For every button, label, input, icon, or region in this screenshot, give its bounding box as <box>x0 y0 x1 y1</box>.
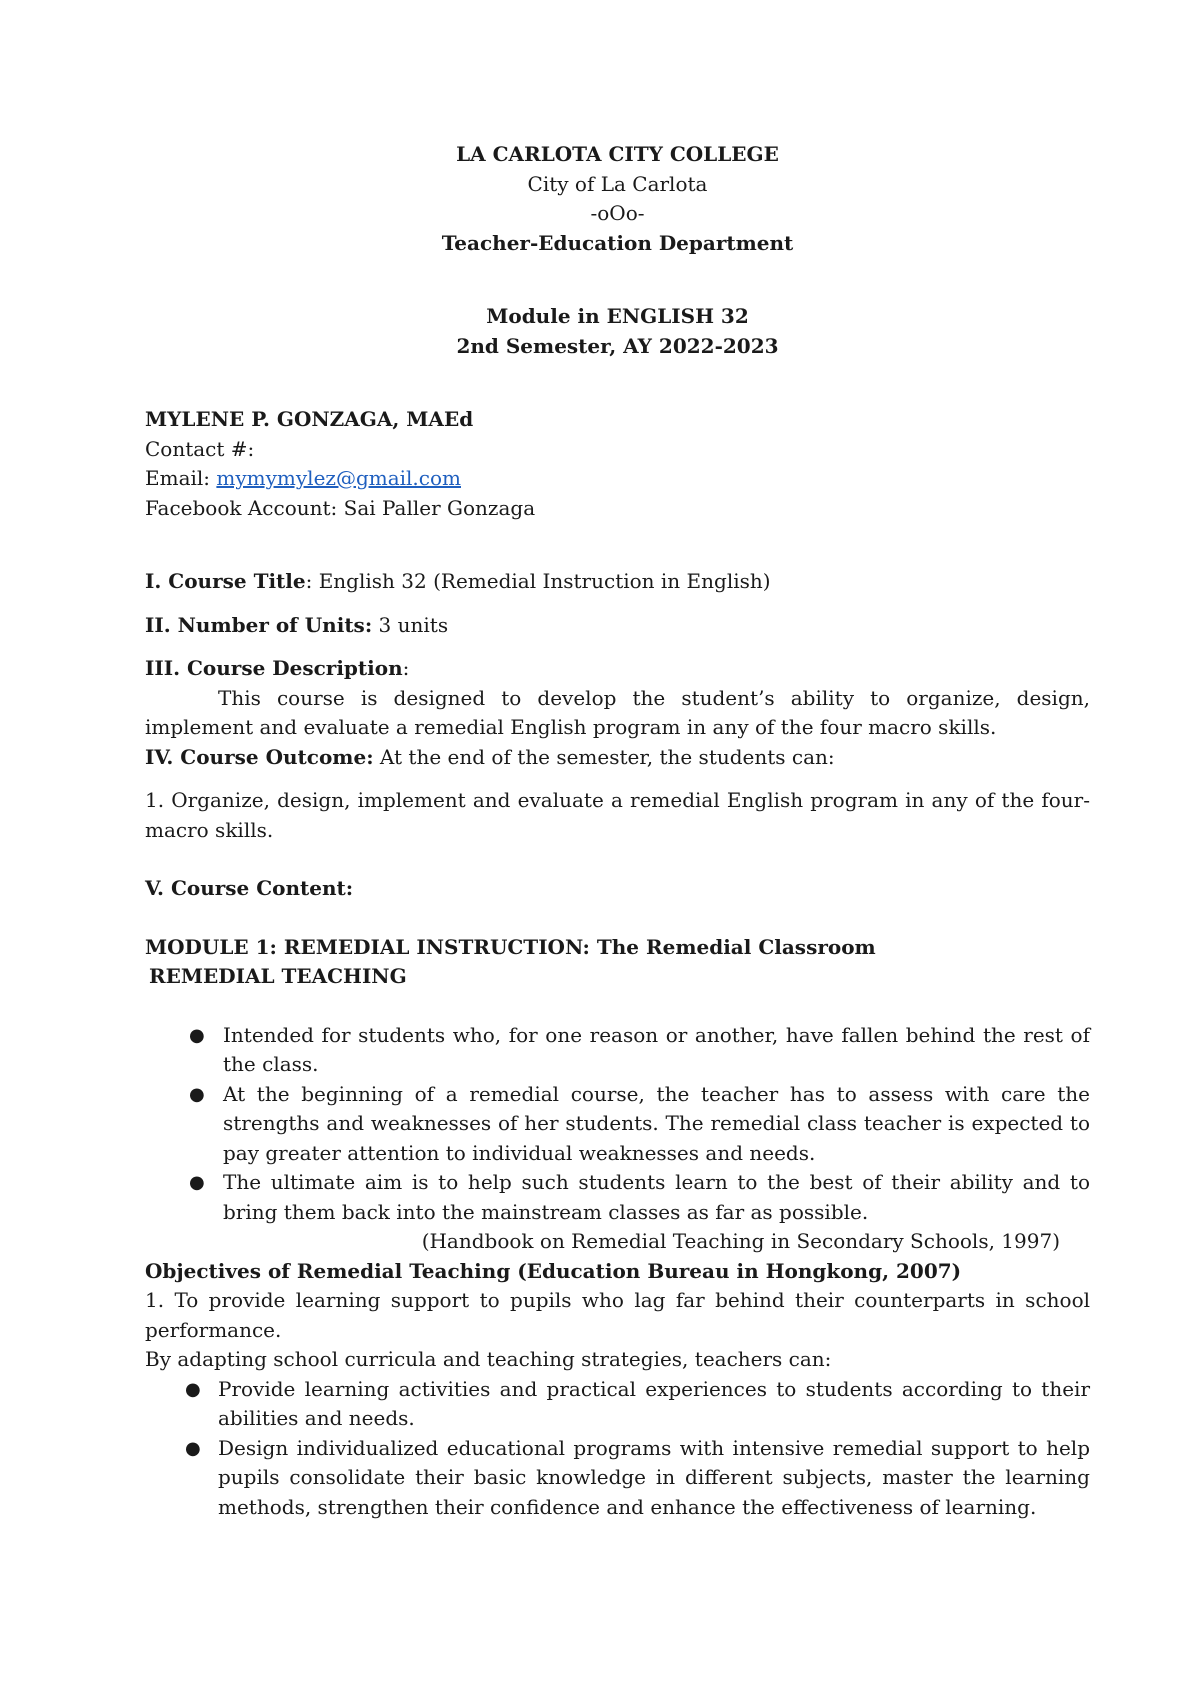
course-title-line <box>145 567 1090 597</box>
list-item: ● Design individualized educational programs with intensive remedial support to help pupils consolidate their basic knowledge in different subjects, master the learning methods, strengthen their confidence and enhance the effectiveness of learning. <box>185 1435 1090 1519</box>
module-title: Module in ENGLISH 32 <box>486 304 749 328</box>
instructor-email-line <box>145 464 1090 494</box>
email-link[interactable]: mymymylez@gmail.com <box>216 466 461 490</box>
bullet-icon: ● <box>189 1024 205 1046</box>
course-units-line <box>145 611 1090 641</box>
college-name: LA CARLOTA CITY COLLEGE <box>456 142 779 166</box>
department-name: Teacher-Education Department <box>441 230 794 255</box>
course-description-label: III. Course Description <box>145 656 403 680</box>
adapting-list <box>145 1375 1090 1523</box>
course-outcome-label: IV. Course Outcome: <box>145 744 374 769</box>
instructor-contact: Contact #: <box>145 436 255 461</box>
course-description-colon: : <box>402 656 410 680</box>
course-description-text: This course is designed to develop the student’s ability to organize, design, implement and evaluate a remedial English program in any of the four macro skills. <box>145 685 1090 739</box>
instructor-name: MYLENE P. GONZAGA, MAEd <box>145 407 474 431</box>
course-content-heading: V. Course Content: <box>145 876 354 900</box>
course-description-heading <box>145 654 1090 684</box>
bullet-icon: ● <box>185 1378 201 1400</box>
list-item: ● Provide learning activities and practical experiences to students according to their abilities and needs. <box>185 1376 1090 1430</box>
ornament: -oOo- <box>590 201 645 225</box>
bullet-icon: ● <box>189 1172 205 1193</box>
email-label: Email: <box>145 466 217 490</box>
module-1-subtitle: REMEDIAL TEACHING <box>149 964 407 988</box>
citation: (Handbook on Remedial Teaching in Secondary Schools, 1997) <box>421 1229 1060 1253</box>
instructor-facebook: Facebook Account: Sai Paller Gonzaga <box>145 495 536 520</box>
college-city: City of La Carlota <box>527 171 708 196</box>
adapting-intro: By adapting school curricula and teaching strategies, teachers can: <box>145 1347 832 1371</box>
course-units-value: 3 units <box>372 612 449 637</box>
course-title-value: : English 32 (Remedial Instruction in English) <box>305 569 771 593</box>
course-outcome-line <box>145 743 1090 773</box>
document-page <box>145 140 1090 1522</box>
course-outcome-item: 1. Organize, design, implement and evaluate a remedial English program in any of the four-macro skills. <box>145 788 1090 842</box>
list-item: ● At the beginning of a remedial course, the teacher has to assess with care the strengths and weaknesses of her students. The remedial class teacher is expected to pay greater attention to individual weaknesses and needs. <box>189 1081 1090 1165</box>
bullet-icon: ● <box>189 1083 205 1105</box>
course-units-label: II. Number of Units: <box>145 612 373 637</box>
list-item: ● The ultimate aim is to help such students learn to the best of their ability and to bring them back into the mainstream classes as far as possible. <box>189 1170 1090 1224</box>
objective-1: 1. To provide learning support to pupils who lag far behind their counterparts in school performance. <box>145 1288 1090 1342</box>
course-outcome-value: At the end of the semester, the students can: <box>373 744 835 769</box>
module-1-title: MODULE 1: REMEDIAL INSTRUCTION: The Remedial Classroom <box>145 934 876 959</box>
remedial-teaching-list <box>145 1021 1090 1228</box>
semester: 2nd Semester, AY 2022-2023 <box>456 333 779 358</box>
course-title-label: I. Course Title <box>145 569 306 593</box>
list-item: ● Intended for students who, for one reason or another, have fallen behind the rest of the class. <box>189 1022 1090 1076</box>
bullet-icon: ● <box>185 1437 201 1459</box>
objectives-heading: Objectives of Remedial Teaching (Education Bureau in Hongkong, 2007) <box>145 1258 962 1283</box>
